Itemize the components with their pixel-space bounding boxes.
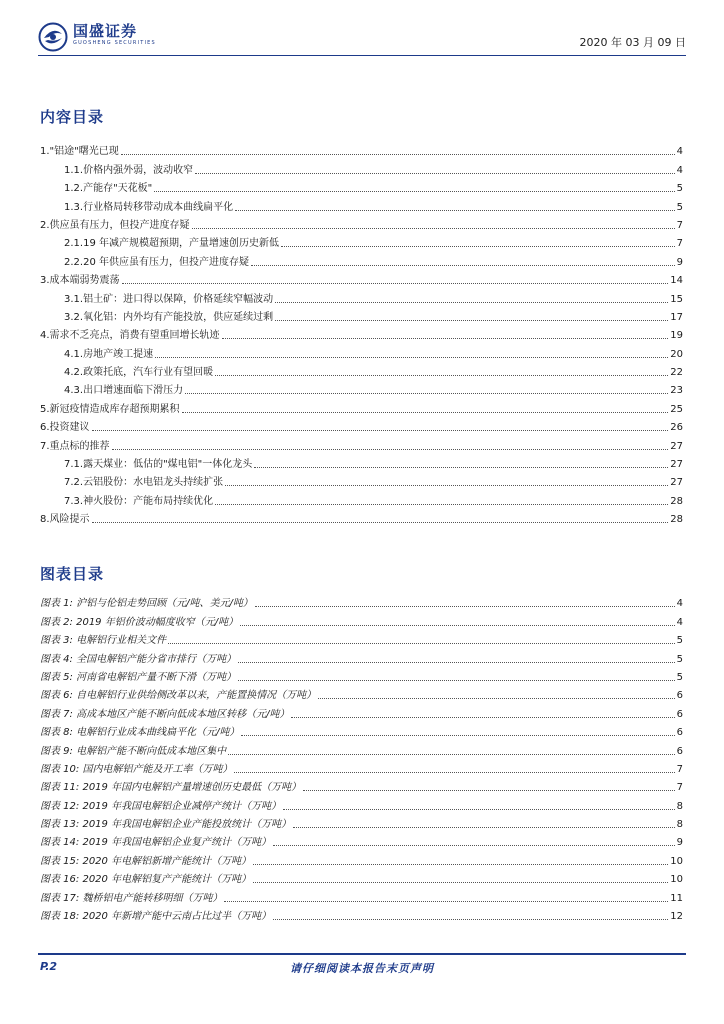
brand-name-en: GUOSHENG SECURITIES	[73, 40, 156, 46]
entry-page-number: 23	[670, 385, 683, 397]
toc-entry[interactable]	[40, 250, 683, 268]
entry-label: 7.2.云铝股份：水电铝龙头持续扩张	[64, 477, 224, 489]
header-divider	[38, 55, 686, 56]
dot-leader	[228, 754, 675, 755]
dot-leader	[112, 449, 669, 450]
entry-page-number: 7	[676, 763, 683, 775]
dot-leader	[121, 154, 675, 155]
toc-entry[interactable]	[40, 140, 683, 158]
dot-leader	[241, 735, 674, 736]
figure-entry[interactable]	[40, 684, 683, 702]
dot-leader	[154, 191, 674, 192]
entry-page-number: 9	[676, 837, 683, 849]
toc-list	[40, 140, 683, 526]
entry-page-number: 14	[670, 275, 683, 287]
entry-page-number: 22	[670, 367, 683, 379]
figure-entry[interactable]	[40, 629, 683, 647]
entry-label: 图表 12: 2019 年我国电解铝企业减停产统计（万吨）	[40, 800, 282, 812]
dot-leader	[224, 901, 668, 902]
entry-page-number: 26	[670, 422, 683, 434]
entry-page-number: 28	[670, 514, 683, 526]
entry-page-number: 5	[676, 671, 683, 683]
dot-leader	[234, 772, 674, 773]
entry-page-number: 19	[670, 330, 683, 342]
entry-page-number: 5	[676, 201, 683, 213]
entry-page-number: 7	[676, 782, 683, 794]
entry-page-number: 25	[670, 403, 683, 415]
figures-list	[40, 592, 683, 923]
toc-entry[interactable]	[40, 324, 683, 342]
entry-label: 2.供应虽有压力，但投产进度存疑	[40, 219, 190, 231]
entry-page-number: 27	[670, 459, 683, 471]
toc-entry[interactable]	[40, 269, 683, 287]
entry-page-number: 28	[670, 495, 683, 507]
dot-leader	[283, 809, 675, 810]
figure-entry[interactable]	[40, 776, 683, 794]
dot-leader	[185, 393, 668, 394]
toc-entry[interactable]	[40, 397, 683, 415]
entry-page-number: 8	[676, 819, 683, 831]
entry-label: 8.风险提示	[40, 514, 90, 526]
toc-entry[interactable]	[40, 195, 683, 213]
toc-entry[interactable]	[40, 232, 683, 250]
entry-page-number: 7	[676, 219, 683, 231]
toc-entry[interactable]	[40, 471, 683, 489]
entry-label: 1.3.行业格局转移带动成本曲线扁平化	[64, 201, 234, 213]
dot-leader	[155, 357, 668, 358]
toc-entry[interactable]	[40, 214, 683, 232]
entry-page-number: 4	[676, 598, 683, 610]
entry-label: 图表 10: 国内电解铝产能及开工率（万吨）	[40, 763, 233, 775]
figure-entry[interactable]	[40, 758, 683, 776]
figure-entry[interactable]	[40, 721, 683, 739]
toc-entry[interactable]	[40, 489, 683, 507]
entry-label: 4.2.政策托底，汽车行业有望回暖	[64, 367, 214, 379]
entry-label: 图表 6: 自电解铝行业供给侧改革以来，产能置换情况（万吨）	[40, 690, 317, 702]
page-number: P.2	[40, 960, 58, 973]
entry-page-number: 10	[670, 874, 683, 886]
entry-page-number: 6	[676, 708, 683, 720]
figure-entry[interactable]	[40, 794, 683, 812]
dot-leader	[273, 845, 675, 846]
dot-leader	[275, 302, 668, 303]
entry-label: 图表 17: 魏桥铝电产能转移明细（万吨）	[40, 892, 223, 904]
entry-page-number: 10	[670, 855, 683, 867]
brand-logo	[38, 22, 156, 52]
entry-label: 图表 5: 河南省电解铝产量不断下滑（万吨）	[40, 671, 237, 683]
figure-entry[interactable]	[40, 831, 683, 849]
entry-label: 图表 16: 2020 年电解铝复产产能统计（万吨）	[40, 874, 252, 886]
toc-entry[interactable]	[40, 434, 683, 452]
entry-label: 4.3.出口增速面临下滑压力	[64, 385, 184, 397]
entry-label: 7.重点标的推荐	[40, 440, 110, 452]
disclaimer-note: 请仔细阅读本报告末页声明	[290, 962, 434, 975]
entry-page-number: 9	[676, 256, 683, 268]
dot-leader	[222, 338, 669, 339]
entry-label: 3.1.铝土矿：进口得以保障，价格延续窄幅波动	[64, 293, 274, 305]
entry-page-number: 17	[670, 311, 683, 323]
entry-page-number: 6	[676, 727, 683, 739]
dot-leader	[192, 228, 675, 229]
entry-label: 4.需求不乏亮点，消费有望重回增长轨迹	[40, 330, 220, 342]
footer-divider	[38, 953, 686, 955]
entry-page-number: 6	[676, 690, 683, 702]
toc-entry[interactable]	[40, 306, 683, 324]
dot-leader	[168, 643, 675, 644]
entry-page-number: 5	[676, 183, 683, 195]
figure-entry[interactable]	[40, 905, 683, 923]
dot-leader	[255, 606, 675, 607]
entry-label: 5.新冠疫情造成库存超预期累积	[40, 403, 180, 415]
toc-entry[interactable]	[40, 177, 683, 195]
dot-leader	[253, 864, 668, 865]
entry-label: 2.2.20 年供应虽有压力，但投产进度存疑	[64, 256, 249, 268]
dot-leader	[122, 283, 669, 284]
figure-entry[interactable]	[40, 592, 683, 610]
dot-leader	[253, 882, 668, 883]
figure-entry[interactable]	[40, 666, 683, 684]
guosheng-logo-icon	[38, 22, 68, 52]
entry-label: 3.2.氧化铝：内外均有产能投放，供应延续过剩	[64, 311, 274, 323]
dot-leader	[281, 246, 675, 247]
dot-leader	[195, 173, 675, 174]
entry-page-number: 5	[676, 635, 683, 647]
toc-title: 内容目录	[40, 108, 105, 126]
toc-entry[interactable]	[40, 508, 683, 526]
entry-label: 6.投资建议	[40, 422, 90, 434]
dot-leader	[318, 698, 675, 699]
entry-page-number: 4	[676, 616, 683, 628]
entry-page-number: 15	[670, 293, 683, 305]
entry-page-number: 27	[670, 477, 683, 489]
entry-label: 2.1.19 年减产规模超预期，产量增速创历史新低	[64, 238, 279, 250]
entry-label: 图表 15: 2020 年电解铝新增产能统计（万吨）	[40, 855, 252, 867]
entry-page-number: 20	[670, 348, 683, 360]
entry-label: 图表 18: 2020 年新增产能中云南占比过半（万吨）	[40, 911, 272, 923]
entry-label: 图表 3: 电解铝行业相关文件	[40, 635, 167, 647]
dot-leader	[238, 662, 675, 663]
entry-label: 图表 7: 高成本地区产能不断向低成本地区转移（元/吨）	[40, 708, 290, 720]
dot-leader	[273, 919, 668, 920]
dot-leader	[293, 827, 675, 828]
toc-entry[interactable]	[40, 361, 683, 379]
toc-entry[interactable]	[40, 453, 683, 471]
dot-leader	[240, 625, 675, 626]
entry-label: 图表 8: 电解铝行业成本曲线扁平化（元/吨）	[40, 727, 240, 739]
figure-entry[interactable]	[40, 849, 683, 867]
dot-leader	[275, 320, 668, 321]
entry-page-number: 12	[670, 911, 683, 923]
dot-leader	[92, 522, 669, 523]
figure-entry[interactable]	[40, 739, 683, 757]
brand-name-cn: 国盛证券	[73, 22, 138, 40]
entry-label: 图表 2: 2019 年铝价波动幅度收窄（元/吨）	[40, 616, 239, 628]
entry-label: 7.3.神火股份：产能布局持续优化	[64, 495, 214, 507]
entry-label: 图表 13: 2019 年我国电解铝企业产能投放统计（万吨）	[40, 819, 292, 831]
entry-page-number: 4	[676, 146, 683, 158]
entry-label: 4.1.房地产竣工提速	[64, 348, 154, 360]
entry-page-number: 11	[670, 892, 683, 904]
dot-leader	[225, 485, 668, 486]
toc-entry[interactable]	[40, 158, 683, 176]
figures-title: 图表目录	[40, 565, 105, 583]
entry-label: 图表 14: 2019 年我国电解铝企业复产统计（万吨）	[40, 837, 272, 849]
toc-entry[interactable]	[40, 342, 683, 360]
report-date: 2020 年 03 月 09 日	[579, 36, 686, 49]
entry-page-number: 7	[676, 238, 683, 250]
figure-entry[interactable]	[40, 610, 683, 628]
figure-entry[interactable]	[40, 813, 683, 831]
page-header	[38, 18, 686, 58]
dot-leader	[238, 680, 675, 681]
entry-label: 图表 9: 电解铝产能不断向低成本地区集中	[40, 745, 227, 757]
entry-label: 3.成本端弱势震荡	[40, 275, 120, 287]
entry-page-number: 8	[676, 800, 683, 812]
dot-leader	[215, 375, 668, 376]
dot-leader	[235, 210, 675, 211]
figure-entry[interactable]	[40, 647, 683, 665]
figure-entry[interactable]	[40, 702, 683, 720]
dot-leader	[303, 790, 675, 791]
entry-page-number: 4	[676, 164, 683, 176]
entry-page-number: 27	[670, 440, 683, 452]
dot-leader	[291, 717, 674, 718]
dot-leader	[215, 504, 668, 505]
dot-leader	[182, 412, 669, 413]
entry-label: 7.1.露天煤业：低估的"煤电铝"一体化龙头	[64, 459, 253, 471]
entry-label: 1."铝途"曙光已现	[40, 146, 119, 158]
entry-label: 图表 1: 沪铝与伦铝走势回顾（元/吨、美元/吨）	[40, 598, 253, 610]
figure-entry[interactable]	[40, 868, 683, 886]
toc-entry[interactable]	[40, 379, 683, 397]
entry-label: 1.2.产能存"天花板"	[64, 183, 153, 195]
figure-entry[interactable]	[40, 886, 683, 904]
entry-label: 1.1.价格内强外弱，波动收窄	[64, 164, 194, 176]
toc-entry[interactable]	[40, 287, 683, 305]
dot-leader	[254, 467, 668, 468]
entry-page-number: 5	[676, 653, 683, 665]
dot-leader	[92, 430, 669, 431]
toc-entry[interactable]	[40, 416, 683, 434]
entry-label: 图表 4: 全国电解铝产能分省市排行（万吨）	[40, 653, 237, 665]
entry-label: 图表 11: 2019 年国内电解铝产量增速创历史最低（万吨）	[40, 782, 302, 794]
dot-leader	[251, 265, 675, 266]
entry-page-number: 6	[676, 745, 683, 757]
